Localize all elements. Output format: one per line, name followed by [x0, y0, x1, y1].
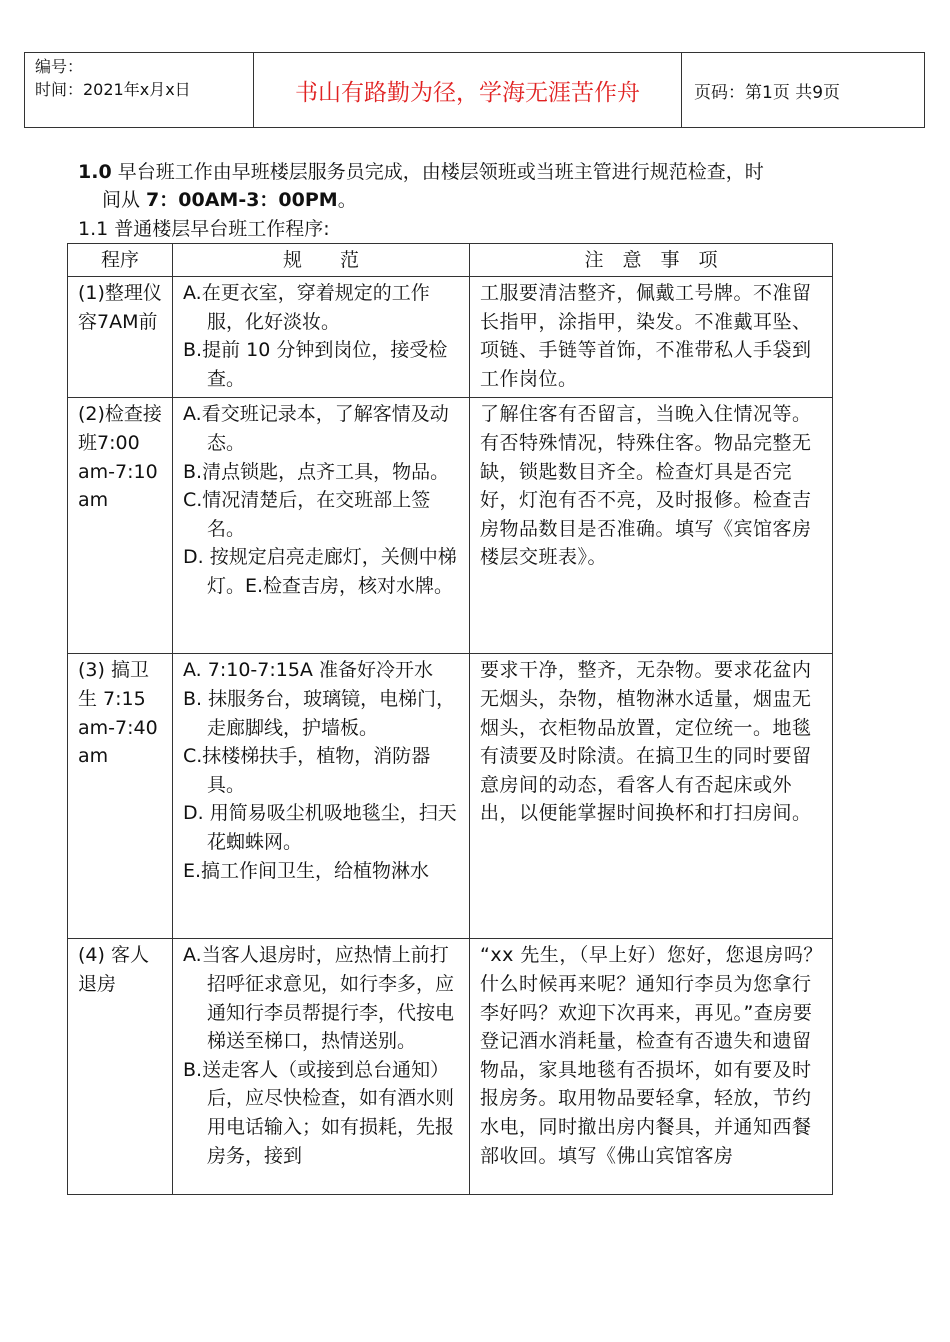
spec-item: C.情况清楚后，在交班部上签名。 [183, 489, 431, 540]
spec-cell [173, 939, 470, 1195]
header-notes: 注 意 事 项 [470, 244, 833, 277]
note-cell: 工服要清洁整齐，佩戴工号牌。不准留长指甲，涂指甲，染发。不准戴耳坠、项链、手链等首饰，不准带私人手袋到工作岗位。 [470, 277, 833, 398]
spec-item: B.送走客人（或接到总台通知）后，应尽快检查，如有酒水则用电话输入；如有损耗，先报房务，接到 [183, 1058, 455, 1167]
header-box [24, 52, 925, 128]
spec-item: A.当客人退房时，应热情上前打招呼征求意见，如行李多，应通知行李员帮提行李，代按电梯送至梯口，热情送别。 [183, 944, 455, 1053]
table-row [68, 654, 833, 939]
page-info: 页码：第1页 共9页 [694, 82, 841, 103]
table-row [68, 398, 833, 654]
table-row [68, 939, 833, 1195]
header-proc: 程序 [68, 244, 173, 277]
procedure-table [67, 243, 833, 1195]
proc-cell: (2)检查接班7:00 am-7:10 am [68, 398, 173, 654]
section-number: 1.0 [78, 161, 112, 183]
spec-cell [173, 654, 470, 939]
spec-item: A. 7:10-7:15A 准备好冷开水 [183, 659, 433, 682]
header-meta [25, 53, 254, 127]
intro-paragraph [78, 158, 878, 214]
motto: 书山有路勤为径，学海无涯苦作舟 [254, 53, 682, 127]
time-label: 时间：2021年x月x日 [35, 80, 191, 99]
subtitle: 1.1 普通楼层早台班工作程序: [78, 218, 330, 240]
spec-item: D. 按规定启亮走廊灯，关侧中梯灯。E.检查吉房，核对水牌。 [183, 546, 457, 597]
intro-text-2-suffix: 。 [337, 189, 357, 211]
table-row [68, 277, 833, 398]
spec-cell [173, 277, 470, 398]
spec-item: B.清点锁匙，点齐工具，物品。 [183, 460, 450, 483]
note-cell: 了解住客有否留言，当晚入住情况等。有否特殊情况，特殊住客。物品完整无缺，锁匙数目齐全。检查灯具是否完好，灯泡有否不亮，及时报修。检查吉房物品数目是否准确。填写《宾馆客房楼层交班表》。 [470, 398, 833, 654]
spec-item: C.抹楼梯扶手，植物，消防器具。 [183, 745, 431, 796]
note-cell: “xx 先生，（早上好）您好，您退房吗？什么时候再来呢？通知行李员为您拿行李好吗？欢迎下次再来，再见。”查房要登记酒水消耗量，检查有否遗失和遗留物品，家具地毯有否损坏，如有要及时报房务。取用物品要轻拿，轻放，节约水电，同时撤出房内餐具，并通知西餐部收回。填写《佛山宾馆客房 [470, 939, 833, 1195]
intro-text-2-prefix: 间从 [102, 189, 147, 211]
spec-item: B. 抹服务台，玻璃镜，电梯门，走廊脚线，护墙板。 [183, 687, 456, 739]
spec-item: A.在更衣室，穿着规定的工作服，化好淡妆。 [183, 282, 430, 333]
spec-item: E.搞工作间卫生，给植物淋水 [183, 859, 430, 882]
intro-time: 7：00AM-3：00PM [146, 189, 338, 211]
spec-item: B.提前 10 分钟到岗位，接受检查。 [183, 339, 448, 390]
spec-item: A.看交班记录本，了解客情及动态。 [183, 403, 449, 454]
note-cell: 要求干净，整齐，无杂物。要求花盆内无烟头，杂物，植物淋水适量，烟盅无烟头，衣柜物品放置，定位统一。地毯有渍要及时除渍。在搞卫生的同时要留意房间的动态，看客人有否起床或外出，以便能掌握时间换杯和打扫房间。 [470, 654, 833, 939]
spec-cell [173, 398, 470, 654]
proc-cell: (3) 搞卫生 7:15 am-7:40 am [68, 654, 173, 939]
table-header-row [68, 244, 833, 277]
intro-text-1: 早台班工作由早班楼层服务员完成，由楼层领班或当班主管进行规范检查，时 [111, 161, 764, 183]
number-label: 编号： [35, 57, 84, 76]
spec-item: D. 用简易吸尘机吸地毯尘，扫天花蜘蛛网。 [183, 802, 457, 853]
proc-cell: (1)整理仪容7AM前 [68, 277, 173, 398]
proc-cell: (4) 客人退房 [68, 939, 173, 1195]
header-spec: 规 范 [173, 244, 470, 277]
